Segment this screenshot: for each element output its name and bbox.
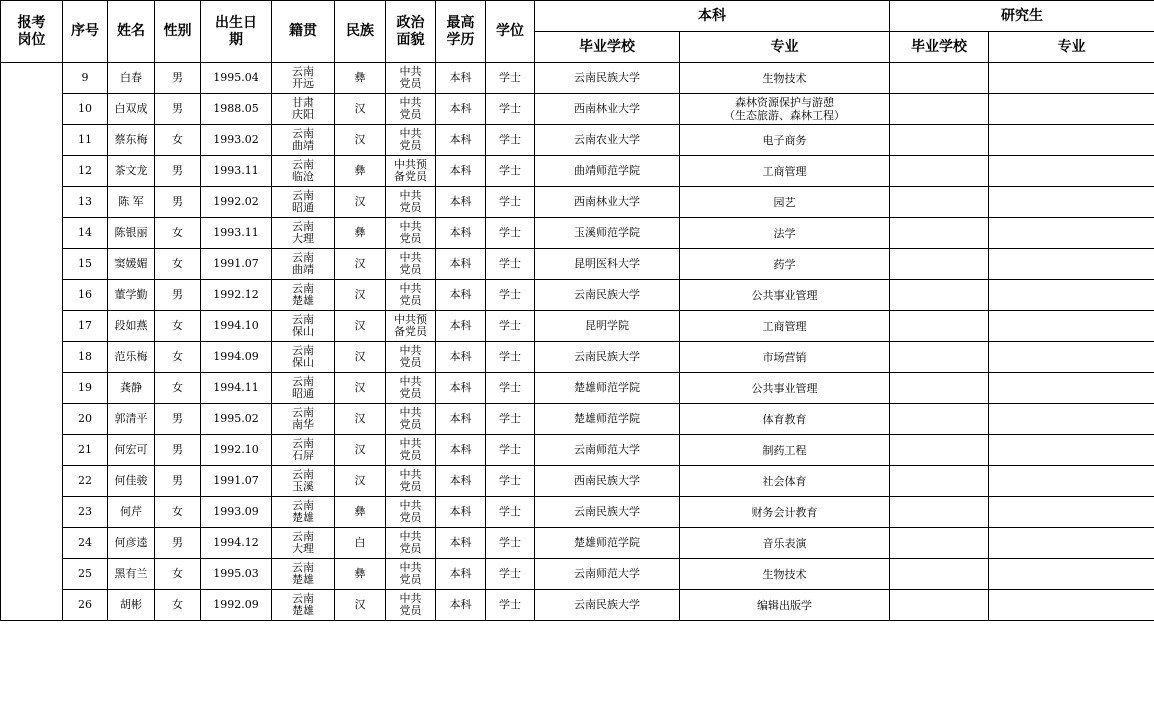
header-degree: 学位	[486, 1, 535, 63]
cell-birth: 1995.02	[201, 404, 272, 435]
cell-gender: 男	[155, 187, 201, 218]
table-row	[1, 497, 1154, 528]
cell-edu: 本科	[436, 590, 486, 621]
cell-grad-school	[890, 404, 989, 435]
cell-political: 中共 党员	[386, 63, 436, 94]
cell-ethnic: 汉	[335, 187, 386, 218]
cell-birth: 1995.04	[201, 63, 272, 94]
cell-birth: 1988.05	[201, 94, 272, 125]
cell-grad-major	[989, 559, 1154, 590]
cell-grad-school	[890, 156, 989, 187]
cell-gender: 男	[155, 466, 201, 497]
header-no: 序号	[63, 1, 108, 63]
header-name: 姓名	[108, 1, 155, 63]
cell-origin: 云南 楚雄	[272, 590, 335, 621]
cell-political: 中共 党员	[386, 435, 436, 466]
cell-grad-school	[890, 125, 989, 156]
cell-grad-major	[989, 218, 1154, 249]
cell-grad-major	[989, 63, 1154, 94]
cell-origin: 云南 大理	[272, 528, 335, 559]
cell-political: 中共 党员	[386, 590, 436, 621]
cell-gender: 女	[155, 218, 201, 249]
cell-grad-major	[989, 466, 1154, 497]
cell-origin: 云南 楚雄	[272, 559, 335, 590]
table-row	[1, 94, 1154, 125]
cell-birth: 1991.07	[201, 466, 272, 497]
cell-major: 电子商务	[680, 125, 890, 156]
cell-school: 玉溪师范学院	[535, 218, 680, 249]
cell-major: 工商管理	[680, 311, 890, 342]
cell-grad-school	[890, 249, 989, 280]
cell-political: 中共 党员	[386, 559, 436, 590]
cell-post	[1, 63, 63, 621]
cell-ethnic: 白	[335, 528, 386, 559]
cell-origin: 云南 大理	[272, 218, 335, 249]
cell-grad-major	[989, 404, 1154, 435]
cell-major: 市场营销	[680, 342, 890, 373]
cell-school: 曲靖师范学院	[535, 156, 680, 187]
cell-gender: 女	[155, 311, 201, 342]
cell-ethnic: 汉	[335, 311, 386, 342]
cell-name: 窦媛媚	[108, 249, 155, 280]
cell-no: 24	[63, 528, 108, 559]
cell-grad-school	[890, 435, 989, 466]
cell-degree: 学士	[486, 94, 535, 125]
table-row	[1, 373, 1154, 404]
cell-no: 18	[63, 342, 108, 373]
cell-school: 西南林业大学	[535, 94, 680, 125]
table-row	[1, 559, 1154, 590]
cell-ethnic: 汉	[335, 404, 386, 435]
cell-name: 龚静	[108, 373, 155, 404]
cell-grad-major	[989, 342, 1154, 373]
cell-degree: 学士	[486, 311, 535, 342]
cell-ethnic: 彝	[335, 63, 386, 94]
cell-no: 10	[63, 94, 108, 125]
table-row	[1, 218, 1154, 249]
cell-name: 白双成	[108, 94, 155, 125]
cell-birth: 1993.09	[201, 497, 272, 528]
table-row	[1, 63, 1154, 94]
cell-grad-major	[989, 435, 1154, 466]
cell-political: 中共预 备党员	[386, 156, 436, 187]
cell-no: 19	[63, 373, 108, 404]
cell-grad-major	[989, 125, 1154, 156]
cell-ethnic: 汉	[335, 373, 386, 404]
cell-name: 白春	[108, 63, 155, 94]
cell-grad-major	[989, 280, 1154, 311]
cell-edu: 本科	[436, 497, 486, 528]
cell-no: 13	[63, 187, 108, 218]
cell-major: 生物技术	[680, 63, 890, 94]
header-edu: 最高 学历	[436, 1, 486, 63]
cell-school: 云南师范大学	[535, 559, 680, 590]
cell-school: 云南民族大学	[535, 280, 680, 311]
cell-degree: 学士	[486, 63, 535, 94]
cell-school: 云南民族大学	[535, 342, 680, 373]
cell-birth: 1992.12	[201, 280, 272, 311]
cell-grad-major	[989, 156, 1154, 187]
cell-political: 中共 党员	[386, 404, 436, 435]
cell-political: 中共 党员	[386, 280, 436, 311]
cell-grad-school	[890, 466, 989, 497]
cell-degree: 学士	[486, 590, 535, 621]
cell-degree: 学士	[486, 280, 535, 311]
cell-political: 中共 党员	[386, 466, 436, 497]
cell-political: 中共 党员	[386, 249, 436, 280]
table-row	[1, 156, 1154, 187]
cell-degree: 学士	[486, 218, 535, 249]
header-grad-school: 毕业学校	[890, 32, 989, 63]
cell-political: 中共预 备党员	[386, 311, 436, 342]
cell-gender: 女	[155, 373, 201, 404]
cell-school: 云南农业大学	[535, 125, 680, 156]
cell-name: 黑有兰	[108, 559, 155, 590]
cell-edu: 本科	[436, 63, 486, 94]
header-political: 政治 面貌	[386, 1, 436, 63]
cell-grad-major	[989, 590, 1154, 621]
cell-edu: 本科	[436, 435, 486, 466]
cell-origin: 云南 楚雄	[272, 497, 335, 528]
cell-edu: 本科	[436, 125, 486, 156]
header-school: 毕业学校	[535, 32, 680, 63]
cell-degree: 学士	[486, 466, 535, 497]
cell-ethnic: 汉	[335, 125, 386, 156]
cell-name: 蔡东梅	[108, 125, 155, 156]
cell-degree: 学士	[486, 497, 535, 528]
cell-ethnic: 彝	[335, 497, 386, 528]
cell-grad-school	[890, 311, 989, 342]
cell-gender: 男	[155, 156, 201, 187]
header-major: 专业	[680, 32, 890, 63]
cell-major: 编辑出版学	[680, 590, 890, 621]
header-undergrad: 本科	[535, 1, 890, 32]
cell-major: 工商管理	[680, 156, 890, 187]
cell-birth: 1992.10	[201, 435, 272, 466]
cell-gender: 男	[155, 528, 201, 559]
cell-name: 何彦逵	[108, 528, 155, 559]
cell-ethnic: 汉	[335, 94, 386, 125]
cell-origin: 云南 保山	[272, 342, 335, 373]
cell-origin: 云南 曲靖	[272, 125, 335, 156]
cell-gender: 男	[155, 435, 201, 466]
cell-school: 楚雄师范学院	[535, 404, 680, 435]
cell-political: 中共 党员	[386, 373, 436, 404]
cell-gender: 女	[155, 559, 201, 590]
cell-name: 茶文龙	[108, 156, 155, 187]
cell-birth: 1993.11	[201, 218, 272, 249]
cell-school: 云南民族大学	[535, 590, 680, 621]
cell-major: 森林资源保护与游憩 （生态旅游、森林工程）	[680, 94, 890, 125]
cell-school: 云南民族大学	[535, 63, 680, 94]
cell-edu: 本科	[436, 187, 486, 218]
cell-no: 22	[63, 466, 108, 497]
cell-major: 社会体育	[680, 466, 890, 497]
table-row	[1, 466, 1154, 497]
table-row	[1, 435, 1154, 466]
cell-name: 陈 军	[108, 187, 155, 218]
cell-origin: 云南 石屏	[272, 435, 335, 466]
cell-school: 云南师范大学	[535, 435, 680, 466]
cell-ethnic: 汉	[335, 249, 386, 280]
header-row-1	[1, 1, 1154, 32]
cell-school: 楚雄师范学院	[535, 373, 680, 404]
header-post: 报考 岗位	[1, 1, 63, 63]
table-body	[1, 63, 1154, 621]
table-row	[1, 187, 1154, 218]
cell-birth: 1992.09	[201, 590, 272, 621]
cell-major: 药学	[680, 249, 890, 280]
cell-grad-major	[989, 497, 1154, 528]
cell-origin: 云南 楚雄	[272, 280, 335, 311]
cell-origin: 云南 保山	[272, 311, 335, 342]
cell-major: 园艺	[680, 187, 890, 218]
cell-gender: 女	[155, 125, 201, 156]
cell-grad-major	[989, 528, 1154, 559]
cell-name: 郭清平	[108, 404, 155, 435]
cell-no: 25	[63, 559, 108, 590]
cell-school: 楚雄师范学院	[535, 528, 680, 559]
cell-degree: 学士	[486, 559, 535, 590]
cell-political: 中共 党员	[386, 94, 436, 125]
cell-school: 昆明医科大学	[535, 249, 680, 280]
cell-ethnic: 汉	[335, 590, 386, 621]
cell-no: 16	[63, 280, 108, 311]
cell-origin: 云南 玉溪	[272, 466, 335, 497]
cell-origin: 云南 南华	[272, 404, 335, 435]
cell-degree: 学士	[486, 125, 535, 156]
cell-major: 体育教育	[680, 404, 890, 435]
cell-birth: 1994.12	[201, 528, 272, 559]
cell-grad-major	[989, 311, 1154, 342]
cell-name: 范乐梅	[108, 342, 155, 373]
cell-birth: 1995.03	[201, 559, 272, 590]
cell-edu: 本科	[436, 373, 486, 404]
cell-name: 何芹	[108, 497, 155, 528]
cell-no: 21	[63, 435, 108, 466]
cell-edu: 本科	[436, 249, 486, 280]
cell-grad-school	[890, 280, 989, 311]
cell-gender: 男	[155, 404, 201, 435]
cell-gender: 女	[155, 342, 201, 373]
header-birth: 出生日 期	[201, 1, 272, 63]
cell-birth: 1992.02	[201, 187, 272, 218]
cell-origin: 云南 曲靖	[272, 249, 335, 280]
cell-no: 12	[63, 156, 108, 187]
cell-edu: 本科	[436, 311, 486, 342]
cell-major: 法学	[680, 218, 890, 249]
cell-name: 何宏可	[108, 435, 155, 466]
cell-grad-school	[890, 218, 989, 249]
cell-degree: 学士	[486, 342, 535, 373]
cell-grad-school	[890, 559, 989, 590]
cell-name: 陈银丽	[108, 218, 155, 249]
table-row	[1, 590, 1154, 621]
table-row	[1, 528, 1154, 559]
header-origin: 籍贯	[272, 1, 335, 63]
cell-name: 胡彬	[108, 590, 155, 621]
cell-birth: 1993.02	[201, 125, 272, 156]
cell-degree: 学士	[486, 187, 535, 218]
table-row	[1, 342, 1154, 373]
cell-no: 20	[63, 404, 108, 435]
cell-major: 音乐表演	[680, 528, 890, 559]
cell-edu: 本科	[436, 559, 486, 590]
cell-name: 段如燕	[108, 311, 155, 342]
cell-ethnic: 彝	[335, 218, 386, 249]
cell-major: 公共事业管理	[680, 373, 890, 404]
cell-school: 西南民族大学	[535, 466, 680, 497]
table-row	[1, 311, 1154, 342]
cell-political: 中共 党员	[386, 218, 436, 249]
cell-ethnic: 汉	[335, 466, 386, 497]
cell-birth: 1994.09	[201, 342, 272, 373]
cell-gender: 男	[155, 94, 201, 125]
cell-ethnic: 汉	[335, 435, 386, 466]
cell-political: 中共 党员	[386, 187, 436, 218]
cell-grad-school	[890, 63, 989, 94]
cell-no: 17	[63, 311, 108, 342]
table-row	[1, 125, 1154, 156]
cell-degree: 学士	[486, 404, 535, 435]
cell-edu: 本科	[436, 280, 486, 311]
cell-birth: 1991.07	[201, 249, 272, 280]
cell-degree: 学士	[486, 373, 535, 404]
cell-grad-major	[989, 373, 1154, 404]
cell-origin: 云南 昭通	[272, 187, 335, 218]
cell-gender: 女	[155, 497, 201, 528]
cell-degree: 学士	[486, 435, 535, 466]
cell-edu: 本科	[436, 342, 486, 373]
cell-ethnic: 彝	[335, 559, 386, 590]
cell-edu: 本科	[436, 94, 486, 125]
table-row	[1, 249, 1154, 280]
cell-political: 中共 党员	[386, 125, 436, 156]
cell-origin: 云南 开远	[272, 63, 335, 94]
cell-edu: 本科	[436, 218, 486, 249]
cell-grad-school	[890, 528, 989, 559]
cell-origin: 甘肃 庆阳	[272, 94, 335, 125]
cell-birth: 1994.11	[201, 373, 272, 404]
cell-no: 26	[63, 590, 108, 621]
cell-degree: 学士	[486, 528, 535, 559]
cell-grad-major	[989, 187, 1154, 218]
table-row	[1, 280, 1154, 311]
cell-school: 西南林业大学	[535, 187, 680, 218]
cell-major: 制药工程	[680, 435, 890, 466]
cell-edu: 本科	[436, 466, 486, 497]
table-row	[1, 404, 1154, 435]
cell-gender: 女	[155, 590, 201, 621]
cell-grad-school	[890, 94, 989, 125]
cell-no: 23	[63, 497, 108, 528]
cell-birth: 1993.11	[201, 156, 272, 187]
header-gender: 性别	[155, 1, 201, 63]
header-grad-major: 专业	[989, 32, 1154, 63]
header-grad: 研究生	[890, 1, 1154, 32]
cell-political: 中共 党员	[386, 528, 436, 559]
cell-degree: 学士	[486, 156, 535, 187]
cell-major: 生物技术	[680, 559, 890, 590]
cell-no: 14	[63, 218, 108, 249]
cell-gender: 女	[155, 249, 201, 280]
cell-major: 财务会计教育	[680, 497, 890, 528]
cell-grad-school	[890, 590, 989, 621]
cell-gender: 男	[155, 280, 201, 311]
cell-ethnic: 彝	[335, 156, 386, 187]
cell-ethnic: 汉	[335, 342, 386, 373]
cell-school: 云南民族大学	[535, 497, 680, 528]
cell-name: 何佳骏	[108, 466, 155, 497]
cell-name: 董学勤	[108, 280, 155, 311]
cell-grad-school	[890, 187, 989, 218]
cell-no: 9	[63, 63, 108, 94]
cell-ethnic: 汉	[335, 280, 386, 311]
cell-grad-major	[989, 94, 1154, 125]
cell-grad-school	[890, 373, 989, 404]
cell-no: 11	[63, 125, 108, 156]
cell-gender: 男	[155, 63, 201, 94]
cell-origin: 云南 临沧	[272, 156, 335, 187]
cell-no: 15	[63, 249, 108, 280]
cell-degree: 学士	[486, 249, 535, 280]
cell-edu: 本科	[436, 404, 486, 435]
cell-major: 公共事业管理	[680, 280, 890, 311]
header-ethnic: 民族	[335, 1, 386, 63]
cell-political: 中共 党员	[386, 342, 436, 373]
cell-birth: 1994.10	[201, 311, 272, 342]
cell-edu: 本科	[436, 528, 486, 559]
cell-grad-school	[890, 342, 989, 373]
cell-grad-school	[890, 497, 989, 528]
cell-school: 昆明学院	[535, 311, 680, 342]
cell-origin: 云南 昭通	[272, 373, 335, 404]
cell-edu: 本科	[436, 156, 486, 187]
cell-political: 中共 党员	[386, 497, 436, 528]
cell-grad-major	[989, 249, 1154, 280]
